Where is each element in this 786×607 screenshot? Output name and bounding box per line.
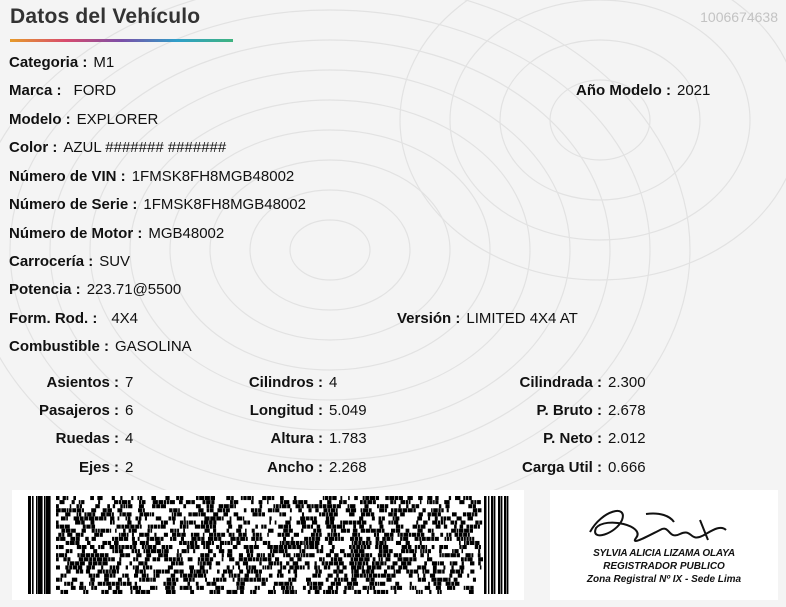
spec-value: 4 [125,430,134,447]
field-modelo [9,111,158,129]
pdf417-barcode [12,490,524,600]
spec-value: 5.049 [329,402,367,419]
field-color [9,139,226,157]
spec-label: Ruedas : [55,430,119,447]
field-label: Número de Serie : [9,196,138,213]
spec-value: 2.678 [608,402,646,419]
field-label: Color : [9,139,58,156]
spec-label: Asientos : [46,374,119,391]
field-value: 2021 [676,82,711,99]
field-label: Carrocería : [9,253,94,270]
field-value: 1FMSK8FH8MGB48002 [143,196,306,213]
spec-label: P. Neto : [543,430,602,447]
barcode-graphic [28,496,510,594]
field-value: M1 [93,54,115,71]
field-carroceria [9,253,130,271]
spec-label: Ancho : [267,459,323,476]
field-combustible [9,338,192,356]
spec-label: Longitud : [249,402,323,419]
field-label: Form. Rod. : [9,310,98,327]
field-motor [9,225,224,243]
field-form-rod [9,310,138,328]
spec-value: 2.268 [329,459,367,476]
field-potencia [9,281,181,299]
field-value: 1FMSK8FH8MGB48002 [131,168,295,185]
field-label: Número de VIN : [9,168,126,185]
spec-label: P. Bruto : [536,402,602,419]
field-label: Versión : [397,310,461,327]
spec-value: 2.300 [608,374,646,391]
field-label: Potencia : [9,281,81,298]
field-value: MGB48002 [148,225,225,242]
field-label: Combustible : [9,338,109,355]
title-underline [10,39,233,42]
document-number: 1006674638 [700,9,778,25]
field-anio-modelo [576,82,710,100]
field-label: Marca : [9,82,62,99]
spec-label: Cilindros : [248,374,323,391]
spec-value: 0.666 [608,459,646,476]
spec-label: Ejes : [78,459,119,476]
field-value: AZUL ####### ####### [63,139,227,156]
field-value: LIMITED 4X4 AT [466,310,578,327]
field-label: Categoria : [9,54,88,71]
spec-value: 4 [329,374,338,391]
field-serie [9,196,306,214]
field-label: Modelo : [9,111,71,128]
spec-label: Pasajeros : [38,402,119,419]
field-value: SUV [99,253,131,270]
field-value: 223.71@5500 [86,281,182,298]
spec-value: 1.783 [329,430,367,447]
spec-value: 6 [125,402,134,419]
registrar-signature [550,490,778,600]
field-vin [9,168,294,186]
field-value: GASOLINA [115,338,192,355]
spec-value: 7 [125,374,134,391]
registry-zone: Zona Registral Nº IX - Sede Lima [586,574,742,585]
field-label: Número de Motor : [9,225,143,242]
page-title: Datos del Vehículo [10,5,201,28]
spec-value: 2.012 [608,430,646,447]
field-marca [9,82,116,100]
field-value: EXPLORER [76,111,159,128]
spec-label: Carga Util : [521,459,602,476]
spec-label: Altura : [270,430,323,447]
spec-value: 2 [125,459,134,476]
signatory-name: SYLVIA ALICIA LIZAMA OLAYA [593,548,735,559]
spec-label: Cilindrada : [519,374,602,391]
field-categoria [9,54,114,72]
field-value: FORD [73,82,117,99]
field-label: Año Modelo : [576,82,671,99]
signatory-role: REGISTRADOR PUBLICO [603,561,725,572]
field-version [397,310,578,328]
field-value: 4X4 [111,310,139,327]
